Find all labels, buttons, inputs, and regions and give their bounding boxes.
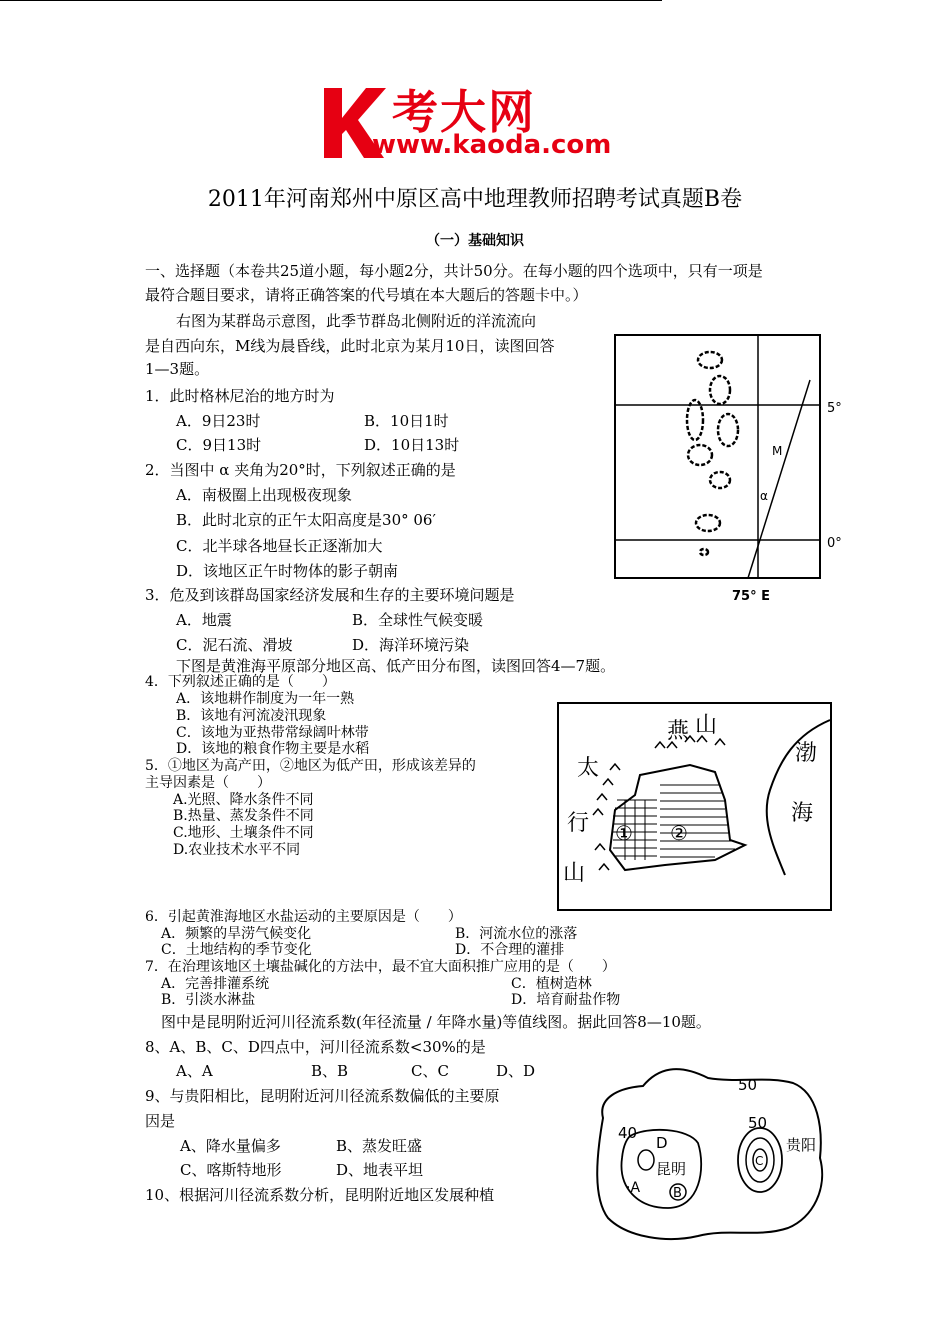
q3-stem: 3．危及到该群岛国家经济发展和生存的主要环境问题是 [145,586,515,604]
terminator-m-label: M [772,444,783,458]
q1-option-c: C．9日13时 [176,436,262,454]
lat-0-label: 0° [827,536,842,551]
q5-stem-cont: 主导因素是（ ） [145,775,271,791]
q6-option-a: A．频繁的旱涝气候变化 [161,926,312,942]
q8-option-c: C、C [411,1062,449,1080]
intro1-line3: 1—3题。 [145,360,210,378]
q7-option-a: A．完善排灌系统 [161,976,270,992]
q4-stem: 4．下列叙述正确的是（ ） [145,674,336,690]
contour-50-label-right: 50 [748,1114,768,1132]
taihang-label-2: 行 [567,811,590,836]
q3-option-a: A．地震 [176,611,232,629]
taihang-label-1: 太 [577,756,600,781]
intro3: 图中是昆明附近河川径流系数(年径流量 / 年降水量)等值线图。据此回答8—10题。 [161,1013,711,1031]
bohai-label-2: 海 [791,801,814,826]
q2-option-a: A．南极圈上出现极夜现象 [176,486,352,504]
section-subtitle: （一）基础知识 [426,233,524,249]
yanshan-label-2: 山 [695,713,718,738]
q4-option-a: A．该地耕作制度为一年一熟 [176,691,355,707]
q4-option-c: C．该地为亚热带常绿阔叶林带 [176,725,369,741]
q6-stem: 6．引起黄淮海地区水盐运动的主要原因是（ ） [145,909,462,925]
q5-option-c: C.地形、土壤条件不同 [173,825,314,841]
q1-stem: 1．此时格林尼治的地方时为 [145,387,335,405]
contour-40-label: 40 [618,1124,638,1142]
yanshan-label-1: 燕 [667,719,690,744]
lon-75e-label: 75° E [732,589,770,604]
q4-option-b: B．该地有河流凌汛现象 [176,708,327,724]
q6-option-c: C．土地结构的季节变化 [161,942,312,958]
q6-option-b: B．河流水位的涨落 [455,926,578,942]
point-a-label: ·A [626,1180,641,1196]
huanghuaihai-map-figure [555,700,835,912]
point-c-label: C [755,1154,764,1168]
q9-option-d: D、地表平坦 [336,1161,424,1179]
contour-50-label-top: 50 [738,1076,758,1094]
intro1-line2: 是自西向东，M线为晨昏线，此时北京为某月10日，读图回答 [145,337,555,355]
q3-option-d: D．海洋环境污染 [352,636,470,654]
q7-option-d: D．培育耐盐作物 [511,992,621,1008]
section-instruction-line2: 最符合题目要求，请将正确答案的代号填在本大题后的答题卡中。） [145,286,588,304]
point-b-label: B [673,1186,682,1201]
q9-option-b: B、蒸发旺盛 [336,1137,423,1155]
q2-option-d: D．该地区正午时物体的影子朝南 [176,562,399,580]
q8-option-d: D、D [496,1062,536,1080]
q7-stem: 7．在治理该地区土壤盐碱化的方法中，最不宜大面积推广应用的是（ ） [145,959,616,975]
q10-stem: 10、根据河川径流系数分析，昆明附近地区发展种植 [145,1186,495,1204]
lat-5-label: 5° [827,401,842,416]
q3-option-b: B．全球性气候变暖 [352,611,484,629]
q7-option-c: C．植树造林 [511,976,592,992]
kunming-label: 昆明 [656,1160,687,1178]
q1-option-d: D．10日13时 [364,436,460,454]
q9-option-c: C、喀斯特地形 [180,1161,282,1179]
section-instruction-line1: 一、选择题（本卷共25道小题，每小题2分，共计50分。在每小题的四个选项中，只有一项是 [145,262,763,280]
q4-option-d: D．该地的粮食作物主要是水稻 [176,741,370,757]
q5-option-b: B.热量、蒸发条件不同 [173,808,314,824]
q9-option-a: A、降水量偏多 [180,1137,281,1155]
guiyang-label: 贵阳 [786,1136,817,1154]
q9-stem: 9、与贵阳相比，昆明附近河川径流系数偏低的主要原 [145,1087,500,1105]
q7-option-b: B．引淡水淋盐 [161,992,256,1008]
page-title: 2011年河南郑州中原区高中地理教师招聘考试真题B卷 [207,187,743,212]
runoff-coefficient-map-figure [588,1058,838,1244]
q6-option-d: D．不合理的灌排 [455,942,565,958]
intro1-line1: 右图为某群岛示意图，此季节群岛北侧附近的洋流流向 [176,312,537,330]
q2-option-b: B．此时北京的正午太阳高度是30° 06′ [176,511,436,529]
point-d-label: D [656,1134,668,1152]
alpha-angle-label: α [760,489,768,503]
q3-option-c: C．泥石流、滑坡 [176,636,293,654]
region-1-label: ① [615,821,633,845]
q9-stem-cont: 因是 [145,1112,176,1130]
archipelago-map-figure [600,330,850,610]
logo-text: 考大网 [392,85,536,139]
q2-stem: 2．当图中 α 夹角为20°时，下列叙述正确的是 [145,461,456,479]
q5-stem: 5．①地区为高产田，②地区为低产田，形成该差异的 [145,758,476,774]
q5-option-a: A.光照、降水条件不同 [173,792,314,808]
q1-option-b: B．10日1时 [364,412,449,430]
region-2-label: ② [670,821,688,845]
q1-option-a: A．9日23时 [176,412,261,430]
intro2: 下图是黄淮海平原部分地区高、低产田分布图，读图回答4—7题。 [176,657,616,675]
taihang-label-3: 山 [563,861,586,886]
q8-stem: 8、A、B、C、D四点中，河川径流系数<30%的是 [145,1038,486,1056]
q8-option-b: B、B [311,1062,349,1080]
header-divider [0,0,662,1]
bohai-label-1: 渤 [795,741,818,766]
q5-option-d: D.农业技术水平不同 [173,842,301,858]
q8-option-a: A、A [176,1062,213,1080]
logo-url: www.kaoda.com [372,130,612,160]
q2-option-c: C．北半球各地昼长正逐渐加大 [176,537,383,555]
